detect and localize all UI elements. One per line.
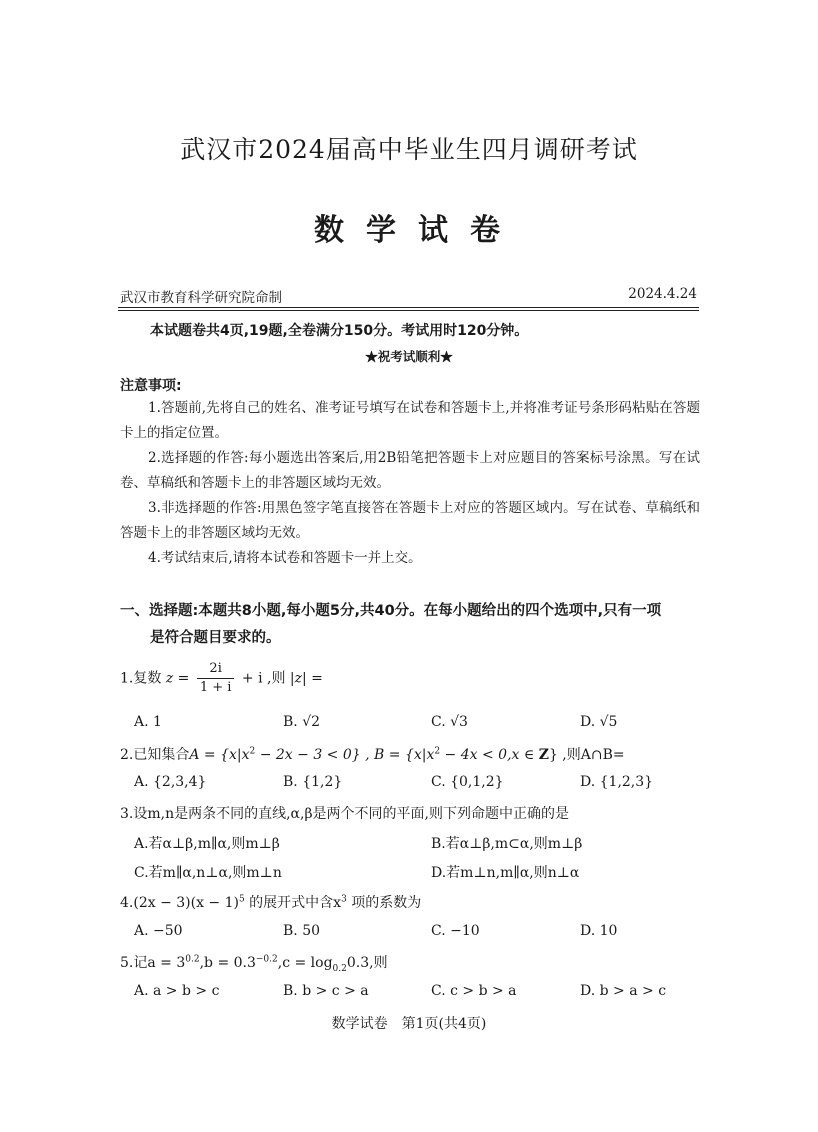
- section-heading-line1: 一、选择题:本题共8小题,每小题5分,共40分。在每小题给出的四个选项中,只有一项: [120, 603, 662, 619]
- q2-text: 2.已知集合: [120, 747, 190, 763]
- q1-numerator: 2i: [197, 660, 235, 679]
- good-luck-line: ★祝考试顺利★: [365, 349, 453, 364]
- q5-b: ,b = 0.3: [199, 955, 256, 971]
- note-item: 3.非选择题的作答:用黑色签字笔直接答在答题卡上对应的答题区域内。写在试卷、草稿纸和答题卡上的非答题区域均无效。: [120, 500, 700, 541]
- q2-integer-set: Z: [538, 747, 549, 763]
- question-5: [120, 952, 388, 974]
- q2-set-b: B = {x|x: [374, 747, 435, 763]
- q2-option-a[interactable]: A. {2,3,4}: [134, 774, 207, 790]
- note-item: 1.答题前,先将自己的姓名、准考证号填写在试卷和答题卡上,并将准考证号条形码粘贴在答题卡上的指定位置。: [120, 400, 700, 441]
- q1-option-b[interactable]: B. √2: [283, 714, 321, 730]
- q1-var: z: [165, 670, 174, 687]
- q5-sup-b: −0.2: [255, 954, 278, 965]
- organization: 武汉市教育科学研究院命制: [120, 290, 282, 306]
- question-2: [120, 744, 625, 764]
- notes-title: 注意事项:: [120, 378, 182, 394]
- q4-option-d[interactable]: D. 10: [580, 923, 618, 939]
- section-heading: [120, 598, 702, 652]
- q2-option-c[interactable]: C. {0,1,2}: [431, 774, 504, 790]
- q5-option-a[interactable]: A. a > b > c: [134, 983, 220, 999]
- note-item: 4.考试结束后,请将本试卷和答题卡一并上交。: [148, 550, 422, 566]
- q1-after: + i ,则: [241, 670, 286, 687]
- q5-option-d[interactable]: D. b > a > c: [580, 983, 667, 999]
- q5-option-c[interactable]: C. c > b > a: [431, 983, 517, 999]
- q2-set-a-rest: − 2x − 3 < 0} ,: [255, 747, 370, 763]
- q4-expr: 4.(2x − 3)(x − 1): [120, 895, 239, 911]
- q4-text: 的展开式中含x: [249, 895, 342, 911]
- q2-sup-a: 2: [249, 746, 256, 757]
- exam-info: 本试题卷共4页,19题,全卷满分150分。考试用时120分钟。: [150, 323, 529, 339]
- q5-d: 0.3,则: [346, 955, 388, 971]
- q3-option-b[interactable]: B.若α⊥β,m⊂α,则m⊥β: [431, 836, 583, 852]
- q2-tail: } ,则A∩B=: [548, 747, 625, 763]
- q5-option-b[interactable]: B. b > c > a: [283, 983, 369, 999]
- exam-date: 2024.4.24: [628, 286, 697, 302]
- q2-set-b-rest: − 4x < 0,x ∈: [440, 747, 539, 763]
- exam-title: 武汉市2024届高中毕业生四月调研考试: [180, 135, 638, 164]
- q1-denominator: 1 + i: [199, 680, 232, 695]
- q5-sub-c: 0.2: [332, 963, 347, 974]
- section-heading-line2: 是符合题目要求的。: [150, 630, 281, 646]
- question-4: [120, 892, 421, 912]
- q2-set-a: A = {x|x: [189, 747, 250, 763]
- q1-fraction: [197, 660, 235, 697]
- q1-option-c[interactable]: C. √3: [431, 714, 468, 730]
- q4-sup-a: 5: [238, 894, 245, 905]
- q4-sup-b: 3: [341, 894, 347, 905]
- q3-option-c[interactable]: C.若m∥α,n⊥α,则m⊥n: [134, 865, 282, 881]
- question-1: [120, 660, 323, 697]
- exam-subtitle: 数学试卷: [314, 213, 522, 248]
- q4-option-b[interactable]: B. 50: [283, 923, 321, 939]
- q1-abs: |z| =: [289, 670, 323, 687]
- page-footer: 数学试卷 第1页(共4页): [331, 1016, 487, 1032]
- header-rule-double: [118, 310, 699, 311]
- q3-option-d[interactable]: D.若m⊥n,m∥α,则n⊥α: [431, 865, 580, 881]
- q5-a: 5.记a = 3: [120, 955, 186, 971]
- header-rule: [118, 307, 699, 308]
- question-3: 3.设m,n是两条不同的直线,α,β是两个不同的平面,则下列命题中正确的是: [120, 806, 569, 822]
- q2-option-d[interactable]: D. {1,2,3}: [580, 774, 654, 790]
- q3-option-a[interactable]: A.若α⊥β,m∥α,则m⊥β: [134, 836, 280, 852]
- q1-option-d[interactable]: D. √5: [580, 714, 618, 730]
- q1-option-a[interactable]: A. 1: [134, 714, 162, 730]
- q2-option-b[interactable]: B. {1,2}: [283, 774, 343, 790]
- q4-option-c[interactable]: C. −10: [431, 923, 480, 939]
- q5-sup-a: 0.2: [185, 954, 200, 965]
- q4-tail: 项的系数为: [351, 895, 422, 911]
- q4-option-a[interactable]: A. −50: [134, 923, 183, 939]
- note-item: 2.选择题的作答:每小题选出答案后,用2B铅笔把答题卡上对应题目的答案标号涂黑。写在试卷、草稿纸和答题卡上的非答题区域均无效。: [120, 450, 700, 491]
- q2-sup-b: 2: [434, 746, 441, 757]
- q1-prefix: 1.复数: [120, 670, 162, 687]
- q5-c: ,c = log: [277, 955, 333, 971]
- q1-eq: =: [177, 670, 190, 687]
